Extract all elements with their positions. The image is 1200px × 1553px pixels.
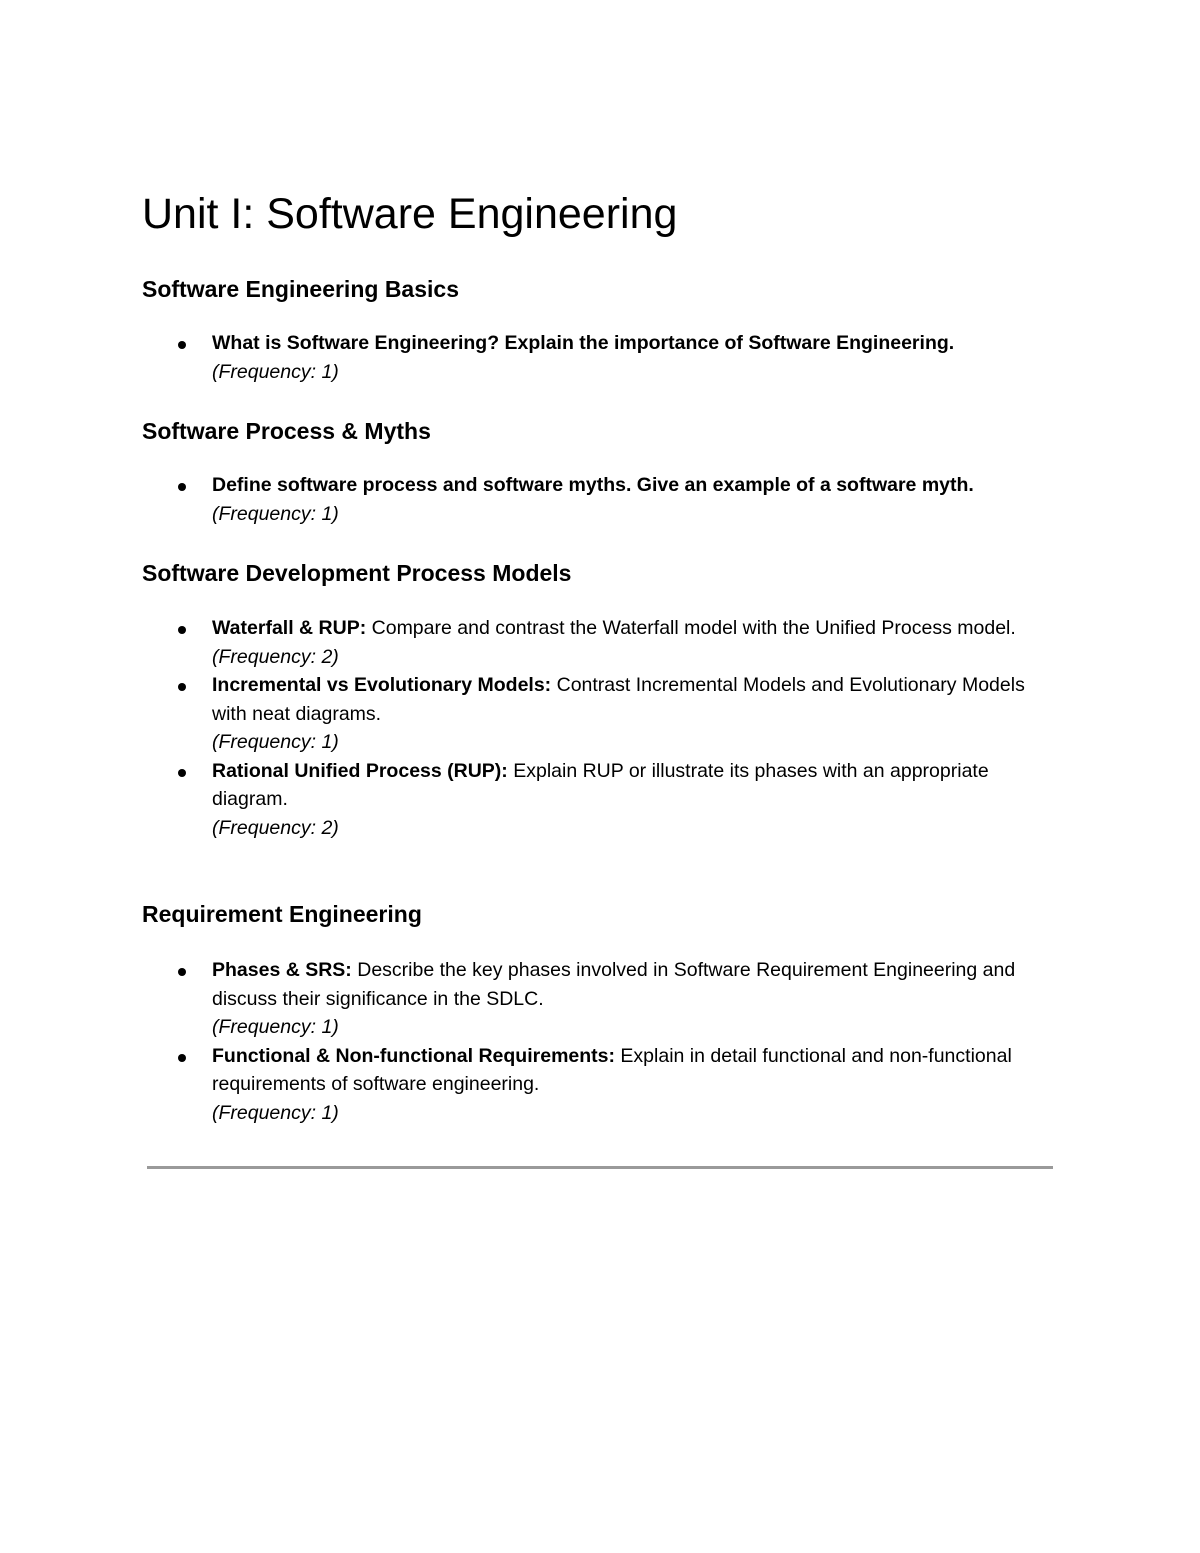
question-lead: Phases & SRS: <box>212 959 352 981</box>
question-text: Compare and contrast the Waterfall model with the Unified Process model. <box>366 617 1016 639</box>
list-item <box>142 956 1062 1042</box>
bullet-icon <box>178 341 186 349</box>
frequency-label: (Frequency: 1) <box>212 731 339 753</box>
frequency-label: (Frequency: 1) <box>212 1016 339 1038</box>
frequency-label: (Frequency: 2) <box>212 645 339 668</box>
list-item <box>142 471 1062 528</box>
bullet-icon <box>178 483 186 491</box>
bullet-icon <box>178 626 186 634</box>
section-requirement-engineering <box>142 900 1062 1127</box>
section-heading: Software Development Process Models <box>142 560 572 586</box>
question-lead: What is Software Engineering? Explain the importance of Software Engineering. <box>212 332 955 354</box>
list-item <box>142 757 1062 843</box>
bullet-icon <box>178 769 186 777</box>
question-text: Explain RUP or illustrate its phases with an appropriate diagram. <box>212 759 989 810</box>
list-item <box>142 671 1062 757</box>
question-lead: Waterfall & RUP: <box>212 617 367 639</box>
section-development-process-models <box>142 559 1062 842</box>
section-heading: Software Process & Myths <box>142 418 431 444</box>
horizontal-rule <box>147 1166 1053 1169</box>
question-text: Describe the key phases involved in Software Requirement Engineering and discuss their significance in the SDLC. <box>212 959 1016 1010</box>
section-heading: Requirement Engineering <box>142 901 422 927</box>
question-list <box>142 956 1062 1127</box>
document-page <box>142 188 1062 1124</box>
frequency-label: (Frequency: 1) <box>212 502 339 525</box>
question-list <box>142 614 1062 842</box>
bullet-icon <box>178 968 186 976</box>
section-software-process-myths <box>142 417 1062 528</box>
frequency-label: (Frequency: 1) <box>212 360 339 383</box>
question-lead: Incremental vs Evolutionary Models: <box>212 674 552 696</box>
question-lead: Rational Unified Process (RUP): <box>212 759 508 782</box>
question-text: Explain in detail functional and non-functional requirements of software engineering. <box>212 1044 1012 1095</box>
question-lead: Define software process and software myths. Give an example of a software myth. <box>212 474 974 496</box>
question-list <box>142 471 1062 528</box>
question-lead: Functional & Non-functional Requirements: <box>212 1044 615 1067</box>
list-item <box>142 614 1062 671</box>
bullet-icon <box>178 1054 186 1062</box>
section-software-engineering-basics <box>142 275 1062 386</box>
question-list <box>142 329 1062 386</box>
bullet-icon <box>178 683 186 691</box>
page-title: Unit I: Software Engineering <box>142 190 678 238</box>
list-item <box>142 329 1062 386</box>
frequency-label: (Frequency: 1) <box>212 1101 339 1124</box>
question-text: Contrast Incremental Models and Evolutionary Models with neat diagrams. <box>212 674 1025 725</box>
section-heading: Software Engineering Basics <box>142 276 459 302</box>
list-item <box>142 1042 1062 1128</box>
frequency-label: (Frequency: 2) <box>212 816 339 839</box>
